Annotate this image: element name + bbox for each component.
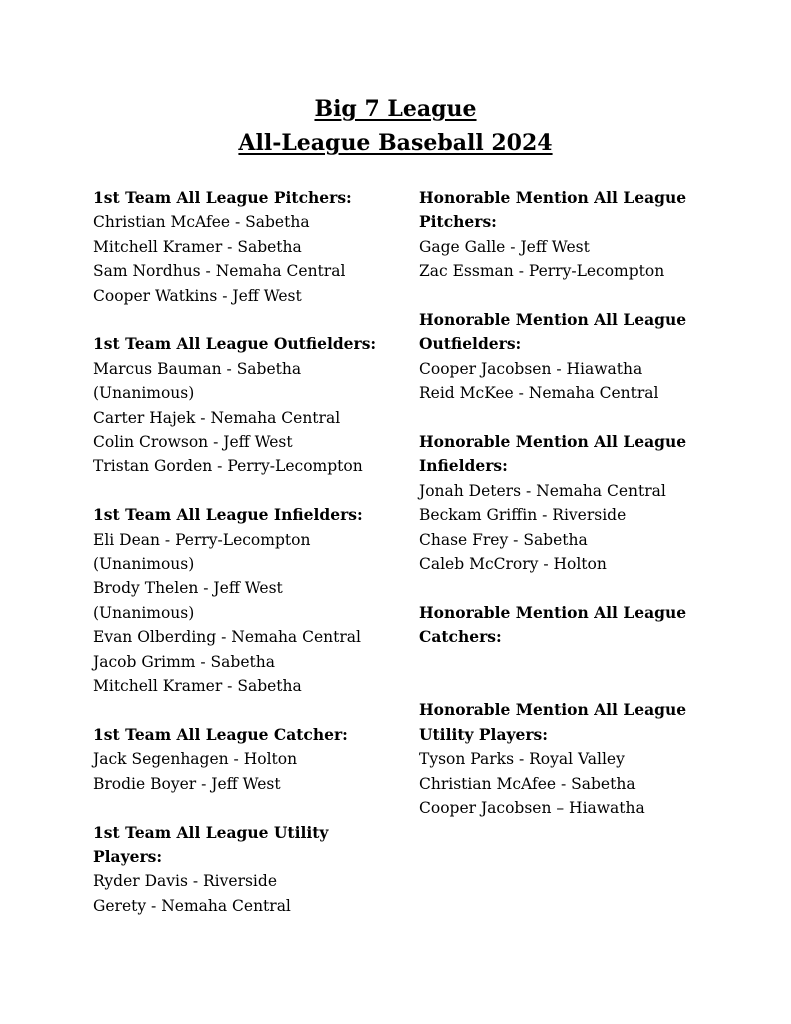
list-item: Cooper Watkins - Jeff West — [93, 286, 302, 305]
section-heading: Honorable Mention All League — [419, 188, 687, 207]
document-title — [0, 92, 791, 160]
section-hm-outfielders — [419, 308, 709, 406]
empty-list-spacer — [419, 650, 709, 674]
list-item: Jack Segenhagen - Holton — [93, 750, 298, 769]
section-heading: Outfielders: — [419, 334, 522, 354]
list-item: Carter Hajek - Nemaha Central — [93, 408, 341, 427]
list-item: Chase Frey - Sabetha — [419, 530, 588, 549]
list-item: Beckam Griffin - Riverside — [419, 506, 627, 525]
list-item: Cooper Jacobsen – Hiawatha — [419, 799, 645, 818]
section-heading: 1st Team All League Pitchers: — [93, 188, 352, 207]
title-line-2: All-League Baseball 2024 — [238, 130, 553, 156]
section-heading: Catchers: — [419, 627, 502, 647]
section-hm-utility — [419, 698, 709, 820]
section-heading: 1st Team All League Infielders: — [93, 505, 363, 525]
section-heading: 1st Team All League Outfielders: — [93, 334, 377, 354]
list-item: Jonah Deters - Nemaha Central — [419, 481, 666, 500]
section-heading: Honorable Mention All League — [419, 700, 687, 720]
list-item: Sam Nordhus - Nemaha Central — [93, 262, 346, 281]
section-hm-infielders — [419, 430, 709, 576]
section-heading: Infielders: — [419, 456, 508, 476]
left-column — [93, 186, 393, 943]
right-column — [419, 186, 709, 845]
list-item: Gage Galle - Jeff West — [419, 237, 590, 256]
list-item: Eli Dean - Perry-Lecompton — [93, 530, 311, 549]
list-item: Cooper Jacobsen - Hiawatha — [419, 359, 643, 378]
section-heading: 1st Team All League Utility — [93, 822, 329, 842]
list-item: Jacob Grimm - Sabetha — [93, 652, 275, 671]
section-heading: Utility Players: — [419, 724, 548, 744]
title-line-1: Big 7 League — [314, 96, 477, 122]
section-heading: Players: — [93, 846, 163, 866]
list-item: Evan Olberding - Nemaha Central — [93, 628, 361, 647]
section-first-team-catcher — [93, 723, 393, 796]
list-item: (Unanimous) — [93, 603, 195, 622]
section-hm-catchers — [419, 601, 709, 674]
list-item: Ryder Davis - Riverside — [93, 872, 277, 891]
list-item: Caleb McCrory - Holton — [419, 555, 607, 574]
section-first-team-infielders — [93, 503, 393, 698]
list-item: Colin Crowson - Jeff West — [93, 433, 293, 452]
list-item: Christian McAfee - Sabetha — [93, 213, 310, 232]
section-heading: 1st Team All League Catcher: — [93, 724, 348, 744]
list-item: (Unanimous) — [93, 384, 195, 403]
list-item: Tristan Gorden - Perry-Lecompton — [93, 457, 363, 476]
list-item: Christian McAfee - Sabetha — [419, 774, 636, 793]
list-item: Reid McKee - Nemaha Central — [419, 384, 659, 403]
list-item: Brody Thelen - Jeff West — [93, 579, 283, 598]
list-item: Brodie Boyer - Jeff West — [93, 774, 281, 793]
list-item: Mitchell Kramer - Sabetha — [93, 237, 302, 256]
list-item: Mitchell Kramer - Sabetha — [93, 677, 302, 696]
section-heading: Honorable Mention All League — [419, 310, 687, 330]
list-item: Marcus Bauman - Sabetha — [93, 359, 302, 378]
section-hm-pitchers — [419, 186, 709, 284]
section-heading: Honorable Mention All League — [419, 432, 687, 452]
section-heading: Honorable Mention All League — [419, 602, 687, 622]
list-item: Tyson Parks - Royal Valley — [419, 750, 625, 769]
section-heading: Pitchers: — [419, 212, 497, 232]
list-item: Zac Essman - Perry-Lecompton — [419, 262, 665, 281]
section-first-team-pitchers — [93, 186, 393, 308]
list-item: (Unanimous) — [93, 555, 195, 574]
section-first-team-outfielders — [93, 332, 393, 478]
section-first-team-utility — [93, 821, 393, 919]
list-item: Gerety - Nemaha Central — [93, 896, 291, 915]
